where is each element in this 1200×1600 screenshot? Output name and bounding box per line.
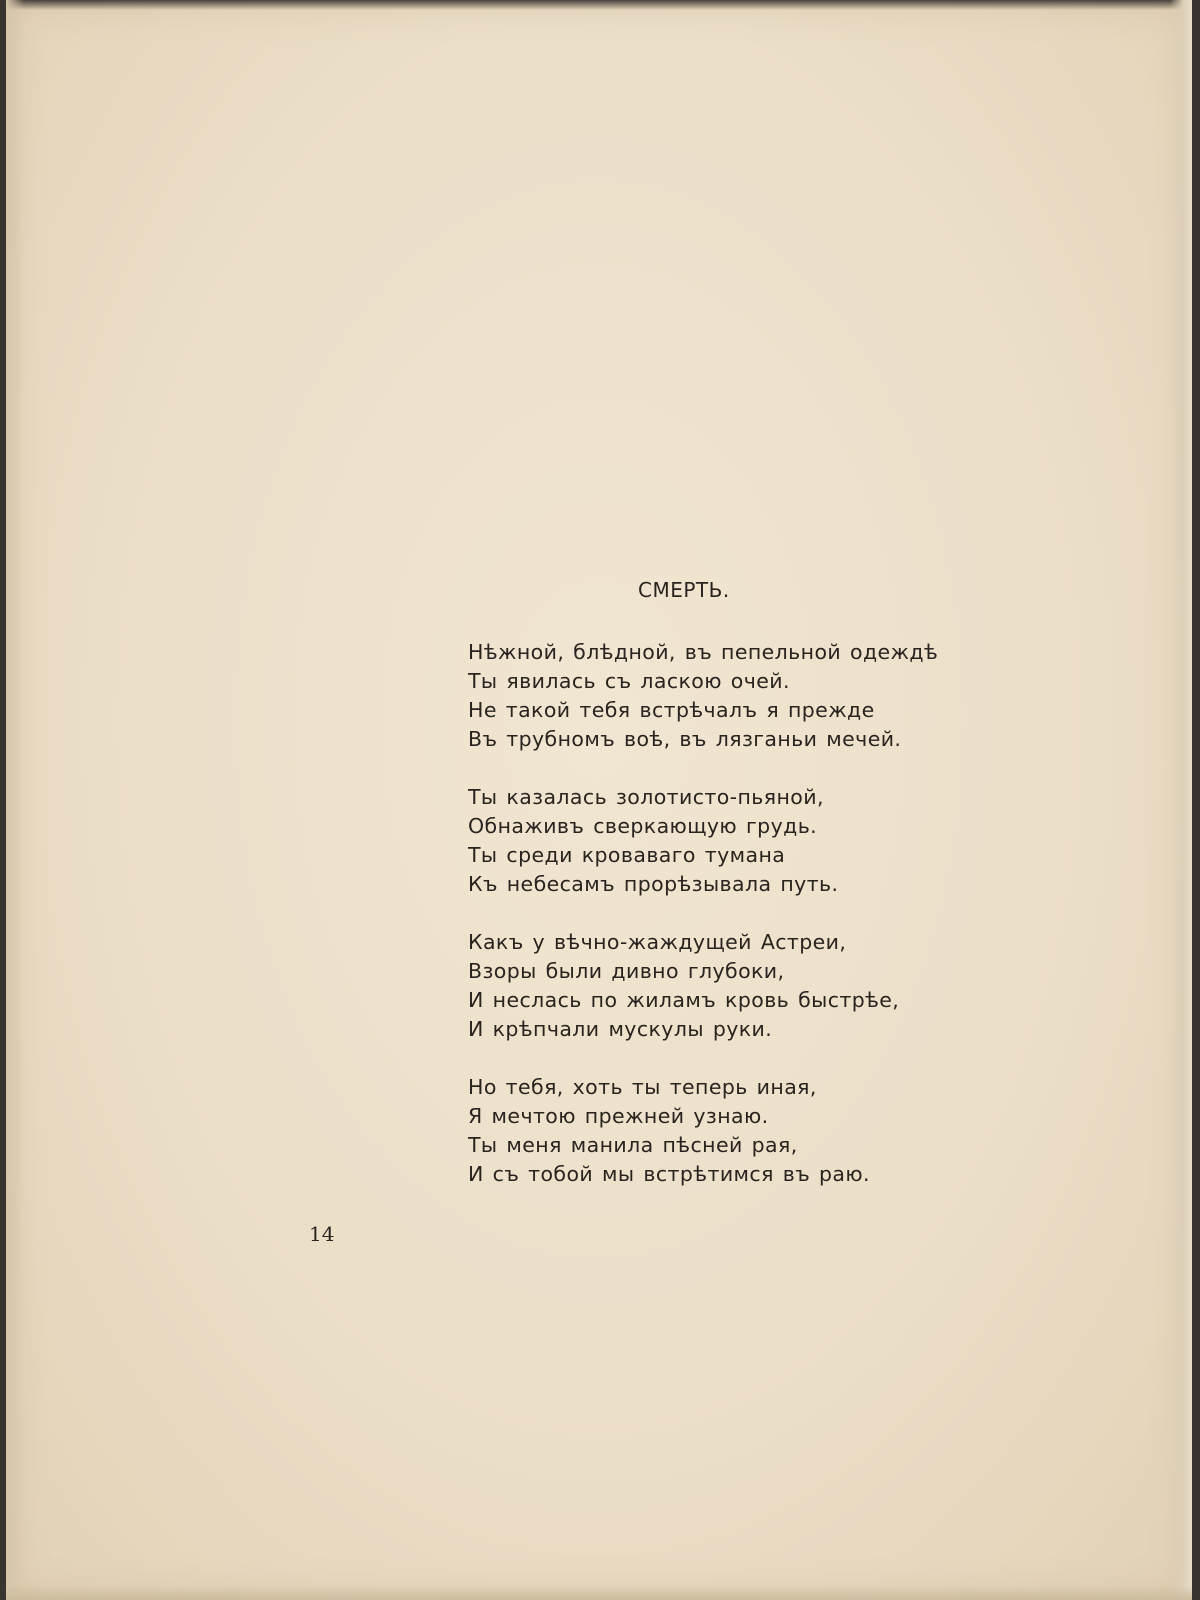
stanza-1 xyxy=(468,638,938,754)
verse-line: Но тебя, хоть ты теперь иная, xyxy=(468,1075,817,1099)
verse-line: Ты казалась золотисто-пьяной, xyxy=(468,785,824,809)
book-page xyxy=(6,0,1192,1600)
verse-line: Я мечтою прежней узнаю. xyxy=(468,1104,769,1128)
verse-line: Обнаживъ сверкающую грудь. xyxy=(468,814,818,838)
page-right-edge xyxy=(1170,0,1192,1600)
poem-body xyxy=(468,638,938,1218)
poem-title: СМЕРТЬ. xyxy=(638,578,730,602)
verse-line: Не такой тебя встрѣчалъ я прежде xyxy=(468,698,875,722)
verse-line: Къ небесамъ прорѣзывала путь. xyxy=(468,872,839,896)
stanza-3 xyxy=(468,928,938,1044)
stanza-4 xyxy=(468,1073,938,1189)
verse-line: Въ трубномъ воѣ, въ лязганьи мечей. xyxy=(468,727,902,751)
verse-line: И съ тобой мы встрѣтимся въ раю. xyxy=(468,1162,870,1186)
page-top-edge xyxy=(6,0,1192,10)
page-number: 14 xyxy=(309,1222,335,1246)
verse-line: Ты среди кроваваго тумана xyxy=(468,843,786,867)
verse-line: Какъ у вѣчно-жаждущей Астреи, xyxy=(468,930,847,954)
verse-line: Ты явилась съ ласкою очей. xyxy=(468,669,790,693)
page-bottom-edge xyxy=(6,1586,1192,1600)
stanza-2 xyxy=(468,783,938,899)
verse-line: Нѣжной, блѣдной, въ пепельной одеждѣ xyxy=(468,640,939,664)
verse-line: Взоры были дивно глубоки, xyxy=(468,959,785,983)
verse-line: И крѣпчали мускулы руки. xyxy=(468,1017,773,1041)
verse-line: Ты меня манила пѣсней рая, xyxy=(468,1133,798,1157)
page-left-edge xyxy=(6,0,24,1600)
verse-line: И неслась по жиламъ кровь быстрѣе, xyxy=(468,988,900,1012)
